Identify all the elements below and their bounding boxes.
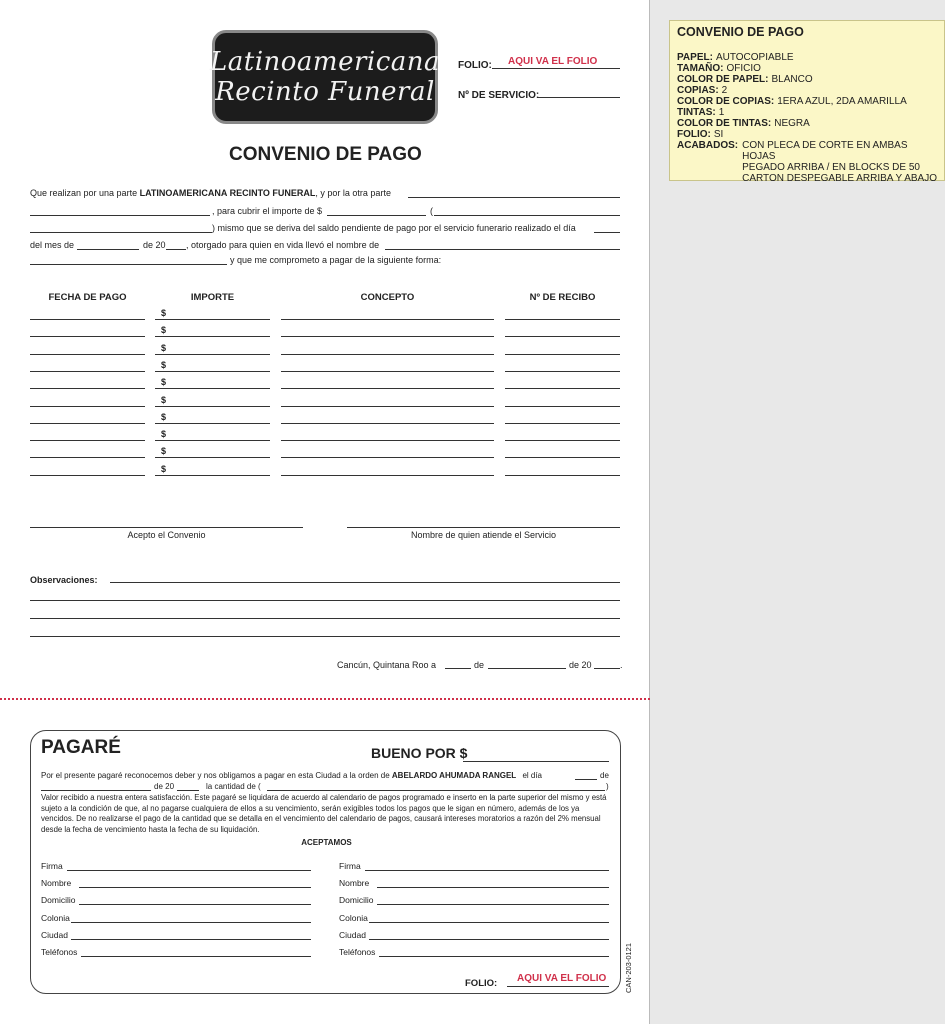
folio-value: AQUI VA EL FOLIO — [508, 56, 598, 67]
date-de-1: de — [474, 660, 485, 670]
signer2-teléfonos-label: Teléfonos — [339, 947, 376, 957]
intro-p1-post: , y por la otra parte — [315, 188, 391, 198]
importe-cell-5[interactable] — [155, 388, 270, 389]
importe-text: , para cubrir el importe de $ — [212, 206, 323, 216]
fecha-cell-4[interactable] — [30, 371, 145, 372]
spec-item — [677, 52, 937, 63]
spec-item-key: COPIAS: — [677, 85, 719, 96]
recibo-cell-10[interactable] — [505, 475, 620, 476]
fecha-cell-2[interactable] — [30, 336, 145, 337]
col-importe-header: IMPORTE — [190, 292, 235, 303]
fecha-cell-10[interactable] — [30, 475, 145, 476]
spec-item-key: TAMAÑO: — [677, 63, 724, 74]
servicio-label: Nº DE SERVICIO: — [458, 90, 540, 101]
date-end: . — [620, 660, 623, 670]
spec-item-value: BLANCO — [771, 74, 813, 85]
signer2-colonia-line[interactable] — [369, 922, 609, 923]
importe-cell-7[interactable] — [155, 423, 270, 424]
spec-item-value: NEGRA — [774, 118, 810, 129]
spec-item-key: COLOR DE PAPEL: — [677, 74, 769, 85]
signer1-ciudad-line[interactable] — [71, 939, 311, 940]
spec-item-value: OFICIO — [726, 63, 761, 74]
importe-letter-line-2[interactable] — [30, 232, 212, 233]
signer2-domicilio-line[interactable] — [377, 904, 609, 905]
signer1-nombre-line[interactable] — [79, 887, 311, 888]
currency-symbol: $ — [161, 429, 167, 439]
city-label: Cancún, Quintana Roo a — [337, 660, 437, 670]
currency-symbol: $ — [161, 325, 167, 335]
pagare-folio-value: AQUI VA EL FOLIO — [517, 973, 607, 984]
spec-acabados-3: CARTON DESPEGABLE ARRIBA Y ABAJO — [742, 173, 938, 184]
signer2-teléfonos-line[interactable] — [379, 956, 609, 957]
spec-item — [677, 74, 937, 85]
pagare-month-line[interactable] — [41, 790, 151, 791]
pagare-folio-line — [507, 986, 609, 987]
deceased-line-2[interactable] — [30, 264, 227, 265]
concepto-cell-10[interactable] — [281, 475, 494, 476]
saldo-text: ) mismo que se deriva del saldo pendiente de pago por el servicio funerario realizado el día — [212, 223, 576, 233]
spec-item-key: COLOR DE TINTAS: — [677, 118, 772, 129]
signer1-teléfonos-label: Teléfonos — [41, 947, 78, 957]
observaciones-label: Observaciones: — [30, 575, 98, 585]
spec-items — [677, 52, 937, 140]
signer1-colonia-label: Colonia — [41, 912, 70, 923]
fecha-cell-8[interactable] — [30, 440, 145, 441]
recibo-cell-3[interactable] — [505, 354, 620, 355]
concepto-cell-3[interactable] — [281, 354, 494, 355]
pagare-folio-label: FOLIO: — [465, 978, 498, 989]
commit-text: y que me comprometo a pagar de la siguiente forma: — [230, 255, 442, 265]
pagare-line-1 — [41, 771, 542, 780]
company-logo — [209, 30, 441, 124]
logo-line-1: Latinoamericana — [209, 47, 441, 77]
importe-open-paren: ( — [430, 206, 433, 216]
bueno-por-label: BUENO POR $ — [371, 745, 468, 761]
year-label: de 20 — [143, 240, 166, 250]
fecha-cell-9[interactable] — [30, 457, 145, 458]
recibo-cell-6[interactable] — [505, 406, 620, 407]
pagare-day-line[interactable] — [575, 779, 597, 780]
currency-symbol: $ — [161, 343, 167, 353]
col-recibo-header: Nº DE RECIBO — [529, 292, 596, 303]
concepto-cell-4[interactable] — [281, 371, 494, 372]
observaciones-line-3[interactable] — [30, 618, 620, 619]
importe-cell-2[interactable] — [155, 336, 270, 337]
pagare-title: PAGARÉ — [41, 737, 121, 758]
signer2-ciudad-line[interactable] — [369, 939, 609, 940]
signature-left-line[interactable] — [30, 527, 303, 528]
pagare-body: Valor recibido a nuestra entera satisfacción. Este pagaré se liquidara de acuerdo al calendario de pagos programado e inserto en la parte superior del mismo y está sujeto a la condición de que, al no pagarse cualquiera de ellos a su vencimiento, serán exigibles todos los pagos que le sigan en número, además de los ya vencidos. De no realizarse el pago de la cantidad que se detalla en el vencimiento del calendario de pagos, causará intereses moratorios a razón del 2% mensual desde la fecha de vencimiento hasta la fecha de su liquidación. — [41, 793, 607, 834]
spec-item-key: FOLIO: — [677, 129, 711, 140]
logo-line-2: Recinto Funeral — [215, 77, 435, 107]
pagare-close-paren: ) — [606, 782, 609, 791]
pagare-year-label: de 20 — [154, 782, 175, 791]
bueno-por-line[interactable] — [463, 761, 609, 762]
recibo-cell-9[interactable] — [505, 457, 620, 458]
spec-acabados-values — [742, 140, 937, 184]
fecha-cell-1[interactable] — [30, 319, 145, 320]
recibo-cell-2[interactable] — [505, 336, 620, 337]
spec-item-value: 2 — [721, 85, 728, 96]
spec-acabados-label: ACABADOS: — [677, 140, 739, 151]
spec-item-value: 1 — [718, 107, 725, 118]
spec-note — [669, 20, 945, 184]
signer2-nombre-label: Nombre — [339, 878, 370, 889]
signer2-firma-label: Firma — [339, 861, 361, 871]
concepto-cell-6[interactable] — [281, 406, 494, 407]
day-line[interactable] — [594, 232, 620, 233]
month-label: del mes de — [30, 240, 75, 250]
recibo-cell-1[interactable] — [505, 319, 620, 320]
form-code: CAN-203-0121 — [624, 942, 633, 993]
other-party-line-2[interactable] — [30, 215, 210, 216]
pagare-beneficiary: ABELARDO AHUMADA RANGEL — [391, 771, 517, 780]
pagare-line1-pre: Por el presente pagaré reconocemos deber y nos obligamos a pagar en esta Ciudad a la orden de — [41, 771, 390, 780]
spec-item-key: PAPEL: — [677, 52, 713, 63]
signer1-ciudad-label: Ciudad — [41, 929, 68, 940]
cut-line — [0, 698, 650, 700]
signer1-nombre-label: Nombre — [41, 878, 72, 889]
concepto-cell-2[interactable] — [281, 336, 494, 337]
concepto-cell-5[interactable] — [281, 388, 494, 389]
importe-cell-8[interactable] — [155, 440, 270, 441]
importe-letter-line[interactable] — [434, 215, 620, 216]
aceptamos-label: ACEPTAMOS — [301, 838, 352, 847]
pagare-line1-post: el día — [522, 771, 543, 780]
importe-cell-6[interactable] — [155, 406, 270, 407]
observaciones-line-4[interactable] — [30, 636, 620, 637]
spec-item-value: SI — [713, 129, 724, 140]
importe-cell-4[interactable] — [155, 371, 270, 372]
spec-item-key: COLOR DE COPIAS: — [677, 96, 775, 107]
pagare-box — [30, 730, 621, 994]
observaciones-line-2[interactable] — [30, 600, 620, 601]
deceased-line[interactable] — [385, 249, 620, 250]
form-title: CONVENIO DE PAGO — [229, 144, 422, 165]
date-de-2: de 20 — [569, 660, 592, 670]
spec-item — [677, 129, 937, 140]
spec-item-key: TINTAS: — [677, 107, 716, 118]
currency-symbol: $ — [161, 412, 167, 422]
date-year-line[interactable] — [594, 668, 620, 669]
pagare-year-line[interactable] — [177, 790, 199, 791]
currency-symbol: $ — [161, 464, 167, 474]
fecha-cell-7[interactable] — [30, 423, 145, 424]
recibo-cell-8[interactable] — [505, 440, 620, 441]
recibo-cell-4[interactable] — [505, 371, 620, 372]
recibo-cell-5[interactable] — [505, 388, 620, 389]
fecha-cell-6[interactable] — [30, 406, 145, 407]
fecha-cell-3[interactable] — [30, 354, 145, 355]
signature-right-line[interactable] — [347, 527, 620, 528]
signer1-domicilio-label: Domicilio — [41, 895, 76, 906]
signer1-teléfonos-line[interactable] — [81, 956, 311, 957]
date-day-line[interactable] — [445, 668, 471, 669]
folio-line — [492, 68, 620, 69]
recibo-cell-7[interactable] — [505, 423, 620, 424]
signer2-ciudad-label: Ciudad — [339, 929, 366, 940]
date-month-line[interactable] — [488, 668, 566, 669]
signer1-firma-line[interactable] — [67, 870, 311, 871]
year-line[interactable] — [166, 249, 186, 250]
pagare-cantidad-line[interactable] — [267, 790, 605, 791]
spec-acabados-1: CON PLECA DE CORTE EN AMBAS HOJAS — [742, 140, 908, 162]
signature-left-label: Acepto el Convenio — [127, 530, 206, 540]
pagare-line1-end: de — [600, 771, 609, 780]
spec-item — [677, 63, 937, 74]
folio-label: FOLIO: — [458, 60, 492, 71]
currency-symbol: $ — [161, 446, 167, 456]
signer2-firma-line[interactable] — [365, 870, 609, 871]
intro-company: LATINOAMERICANA RECINTO FUNERAL — [139, 188, 316, 198]
deceased-text: , otorgado para quien en vida llevó el nombre de — [186, 240, 380, 250]
concepto-cell-1[interactable] — [281, 319, 494, 320]
currency-symbol: $ — [161, 308, 167, 318]
signer2-domicilio-label: Domicilio — [339, 895, 374, 906]
spec-item — [677, 118, 937, 129]
servicio-line[interactable] — [538, 97, 620, 98]
pagare-cantidad-label: la cantidad de ( — [206, 782, 261, 791]
spec-item-value: 1ERA AZUL, 2DA AMARILLA — [777, 96, 907, 107]
concepto-cell-9[interactable] — [281, 457, 494, 458]
currency-symbol: $ — [161, 395, 167, 405]
importe-cell-1[interactable] — [155, 319, 270, 320]
spec-item-value: AUTOCOPIABLE — [715, 52, 794, 63]
intro-line-1 — [30, 187, 391, 199]
spec-item — [677, 107, 937, 118]
observaciones-line-1[interactable] — [110, 582, 620, 583]
signature-right-label: Nombre de quien atiende el Servicio — [410, 530, 557, 540]
concepto-cell-8[interactable] — [281, 440, 494, 441]
other-party-line[interactable] — [408, 197, 620, 198]
signer1-colonia-line[interactable] — [71, 922, 311, 923]
signer2-colonia-label: Colonia — [339, 912, 368, 923]
spec-item — [677, 96, 937, 107]
signer1-domicilio-line[interactable] — [79, 904, 311, 905]
currency-symbol: $ — [161, 360, 167, 370]
importe-cell-10[interactable] — [155, 475, 270, 476]
concepto-cell-7[interactable] — [281, 423, 494, 424]
col-concepto-header: CONCEPTO — [360, 292, 415, 303]
col-fecha-header: FECHA DE PAGO — [48, 292, 127, 303]
spec-acabados-2: PEGADO ARRIBA / EN BLOCKS DE 50 — [742, 162, 920, 173]
signer2-nombre-line[interactable] — [377, 887, 609, 888]
fecha-cell-5[interactable] — [30, 388, 145, 389]
spec-note-title: CONVENIO DE PAGO — [677, 25, 804, 39]
spec-acabados — [677, 140, 937, 184]
signer1-firma-label: Firma — [41, 861, 63, 871]
importe-line[interactable] — [327, 215, 426, 216]
currency-symbol: $ — [161, 377, 167, 387]
importe-cell-3[interactable] — [155, 354, 270, 355]
month-line[interactable] — [77, 249, 139, 250]
intro-p1-pre: Que realizan por una parte — [30, 188, 140, 198]
importe-cell-9[interactable] — [155, 457, 270, 458]
spec-item — [677, 85, 937, 96]
